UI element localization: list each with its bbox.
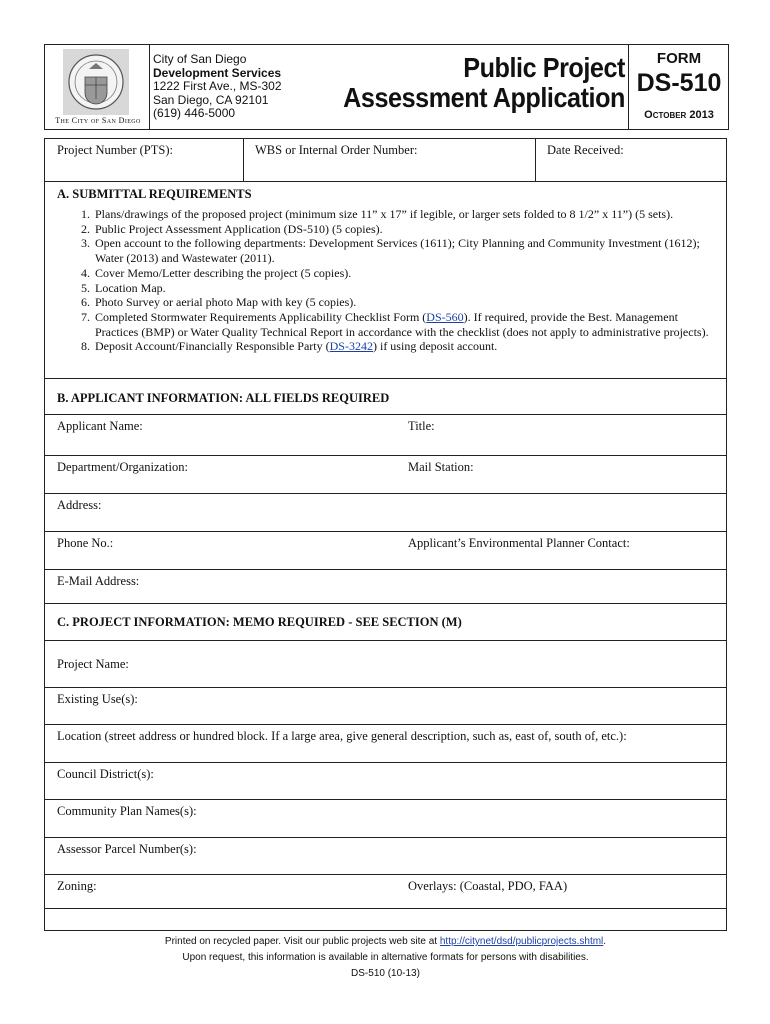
footer-text-end: .: [603, 936, 607, 947]
department-row: [45, 456, 726, 494]
public-projects-link[interactable]: http://citynet/dsd/publicprojects.shtml: [439, 936, 604, 947]
email-field[interactable]: E-Mail Address:: [57, 574, 140, 588]
divider: [535, 139, 536, 181]
existing-use-field[interactable]: Existing Use(s):: [57, 692, 138, 706]
city-seal-icon: [63, 49, 129, 115]
section-c-heading: C. PROJECT INFORMATION: MEMO REQUIRED - SEE SECTION (M): [57, 615, 462, 629]
location-row: [45, 725, 726, 763]
community-plan-row: [45, 800, 726, 838]
phone-field[interactable]: Phone No.:: [57, 536, 114, 550]
project-name-row: [45, 641, 726, 688]
item7-text: Completed Stormwater Requirements Applicability Checklist Form (: [95, 309, 427, 324]
location-field[interactable]: Location (street address or hundred block. If a large area, give general description, such as, east of, south of, etc.):: [57, 729, 627, 743]
section-b-header-row: [45, 379, 726, 415]
list-item: 4. Cover Memo/Letter describing the project (5 copies).: [93, 266, 723, 281]
department-address: [153, 53, 282, 121]
council-district-row: [45, 763, 726, 800]
department-field[interactable]: Department/Organization:: [57, 460, 188, 474]
section-a-heading: A. SUBMITTAL REQUIREMENTS: [57, 187, 252, 201]
top-fields-row: [45, 139, 726, 182]
form-header: [44, 44, 729, 130]
applicant-name-row: [45, 415, 726, 456]
ds-3242-link[interactable]: DS-3242: [329, 339, 373, 354]
footer-text: Printed on recycled paper. Visit our public projects web site at: [164, 936, 440, 947]
application-form: [44, 138, 727, 931]
city-logo: [45, 45, 150, 129]
apn-row: [45, 838, 726, 875]
form-label: FORM: [656, 50, 702, 67]
divider: [243, 139, 244, 181]
ds-560-link[interactable]: DS-560: [426, 309, 464, 324]
form-title-line2: Assessment Application: [343, 82, 625, 113]
item7-text-end: ). If required, provide the Best. Management Practices (BMP) or Water Quality Technical Report in accordance with the checklist (does not apply to administrative projects).: [95, 309, 709, 339]
list-item: 6. Photo Survey or aerial photo Map with key (5 copies).: [93, 295, 723, 310]
community-plan-field[interactable]: Community Plan Names(s):: [57, 804, 197, 818]
apn-field[interactable]: Assessor Parcel Number(s):: [57, 842, 197, 856]
footer-line2: Upon request, this information is available in alternative formats for persons with disabilities.: [182, 952, 589, 963]
project-number-field[interactable]: Project Number (PTS):: [57, 143, 173, 157]
overlays-field[interactable]: Overlays: (Coastal, PDO, FAA): [408, 879, 568, 893]
existing-use-row: [45, 688, 726, 725]
zoning-field[interactable]: Zoning:: [57, 879, 97, 893]
list-item: 3. Open account to the following departments: Development Services (1611); City Planning and Community Investment (1612); Water (2013) and Wastewater (2011).: [93, 236, 723, 265]
address-department: Development Services: [153, 65, 282, 80]
list-item: 1. Plans/drawings of the proposed project (minimum size 11” x 17” if legible, or larger sets folded to 8 1/2” x 11”) (5 sets).: [93, 207, 723, 222]
applicant-name-field[interactable]: Applicant Name:: [57, 419, 143, 433]
list-item: [93, 310, 723, 339]
section-b-heading: B. APPLICANT INFORMATION: ALL FIELDS REQUIRED: [57, 391, 390, 405]
address-field[interactable]: Address:: [57, 498, 102, 512]
form-footer: [44, 934, 727, 982]
logo-caption: The City of San Diego: [55, 116, 141, 125]
title-field[interactable]: Title:: [408, 419, 435, 433]
email-row: [45, 570, 726, 604]
address-phone: (619) 446-5000: [153, 106, 236, 121]
form-id-box: [628, 45, 729, 129]
list-item: 2. Public Project Assessment Application (DS-510) (5 copies).: [93, 222, 723, 237]
wbs-field[interactable]: WBS or Internal Order Number:: [255, 143, 418, 157]
phone-row: [45, 532, 726, 570]
council-district-field[interactable]: Council District(s):: [57, 767, 154, 781]
footer-line1: [44, 934, 727, 950]
address-row: [45, 494, 726, 532]
form-title-line1: Public Project: [463, 52, 625, 83]
address-city: City of San Diego: [153, 52, 247, 66]
env-planner-field[interactable]: Applicant’s Environmental Planner Contact:: [408, 536, 630, 550]
list-item: [93, 339, 723, 354]
footer-form-code: DS-510 (10-13): [351, 968, 420, 979]
form-title: [328, 53, 625, 113]
item8-text-end: ) if using deposit account.: [372, 339, 498, 354]
list-item: 5. Location Map.: [93, 281, 723, 296]
mail-station-field[interactable]: Mail Station:: [408, 460, 474, 474]
section-c-header-row: [45, 604, 726, 641]
address-city-state: San Diego, CA 92101: [153, 92, 269, 107]
form-number: DS-510: [636, 69, 722, 97]
address-street: 1222 First Ave., MS-302: [153, 79, 282, 94]
zoning-row: [45, 875, 726, 909]
submittal-requirements-list: [75, 207, 723, 354]
date-received-field[interactable]: Date Received:: [547, 143, 624, 157]
project-name-field[interactable]: Project Name:: [57, 657, 129, 671]
item8-text: Deposit Account/Financially Responsible Party (: [95, 339, 330, 354]
form-date: October 2013: [644, 109, 714, 121]
